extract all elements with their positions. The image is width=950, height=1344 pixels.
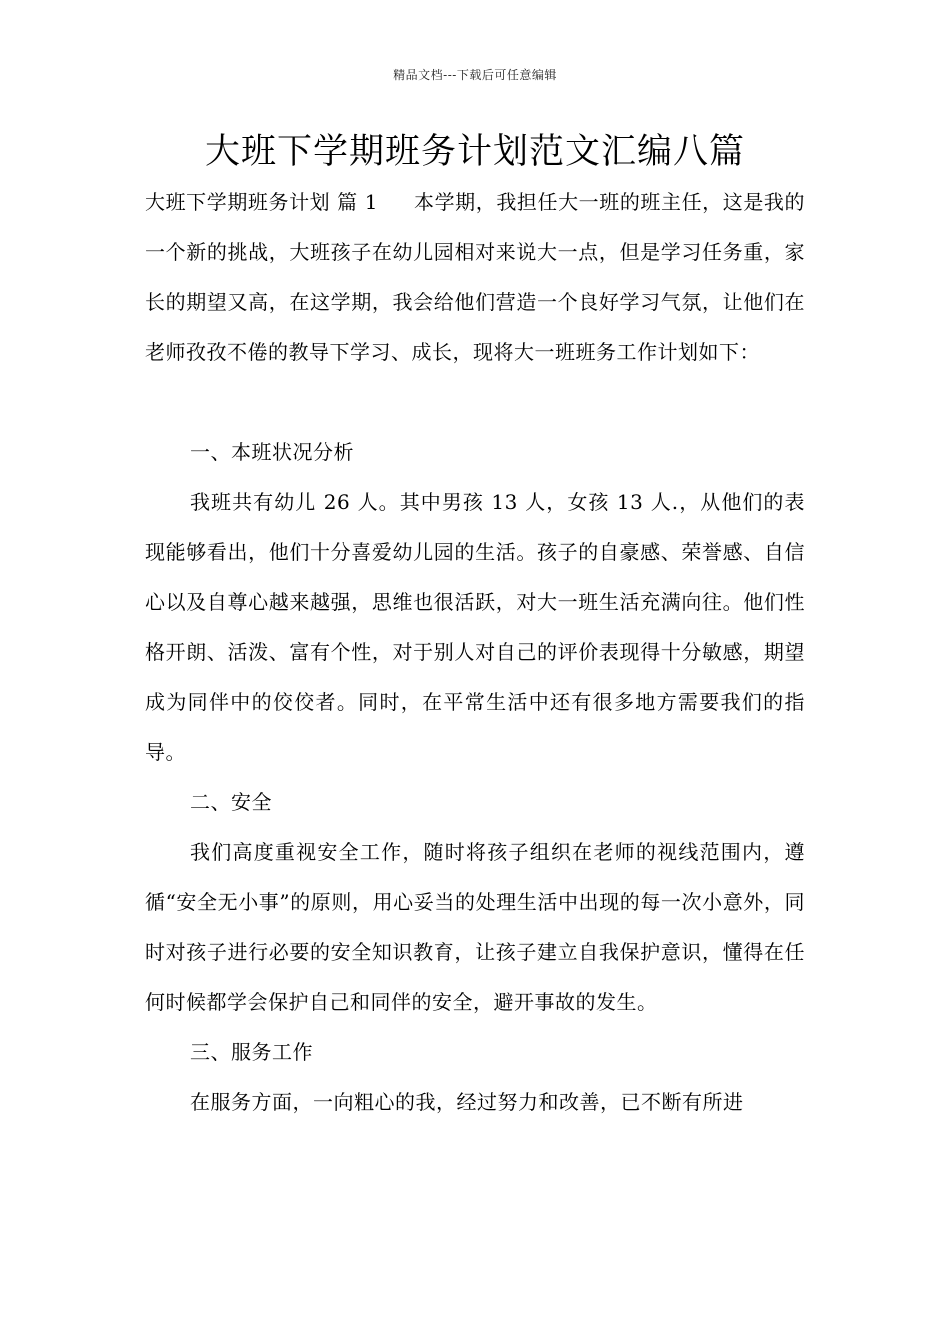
section-heading-3: 三、服务工作 (190, 1040, 313, 1064)
section-heading-2: 二、安全 (190, 790, 272, 814)
header-note: 精品文档---下载后可任意编辑 (393, 68, 557, 82)
section-body-1: 我班共有幼儿 26 人。其中男孩 13 人，女孩 13 人.，从他们的表现能够看出，他们十分喜爱幼儿园的生活。孩子的自豪感、荣誉感、自信心以及自尊心越来越强，思维也很活跃，对大一班生活充满向往。他们性格开朗、活泼、富有个性，对于别人对自己的评价表现得十分敏感，期望成为同伴中的佼佼者。同时，在平常生活中还有很多地方需要我们的指导。 (145, 490, 805, 764)
section-body-2: 我们高度重视安全工作，随时将孩子组织在老师的视线范围内，遵循“安全无小事”的原则，用心妥当的处理生活中出现的每一次小意外，同时对孩子进行必要的安全知识教育，让孩子建立自我保护意识，懂得在任何时候都学会保护自己和同伴的安全，避开事故的发生。 (145, 840, 805, 1014)
section-heading-1: 一、本班状况分析 (190, 440, 354, 464)
intro-paragraph (145, 177, 805, 377)
document-body (145, 177, 805, 1127)
document-title: 大班下学期班务计划范文汇编八篇 (204, 132, 745, 172)
intro-text: 本学期，我担任大一班的班主任，这是我的一个新的挑战，大班孩子在幼儿园相对来说大一点，但是学习任务重，家长的期望又高，在这学期，我会给他们营造一个良好学习气氛，让他们在老师孜孜不倦的教导下学习、成长，现将大一班班务工作计划如下： (145, 190, 805, 364)
section-body-3: 在服务方面，一向粗心的我，经过努力和改善，已不断有所进 (190, 1090, 744, 1114)
intro-label: 大班下学期班务计划 篇 1 (145, 190, 378, 214)
paragraph-gap (145, 377, 805, 427)
